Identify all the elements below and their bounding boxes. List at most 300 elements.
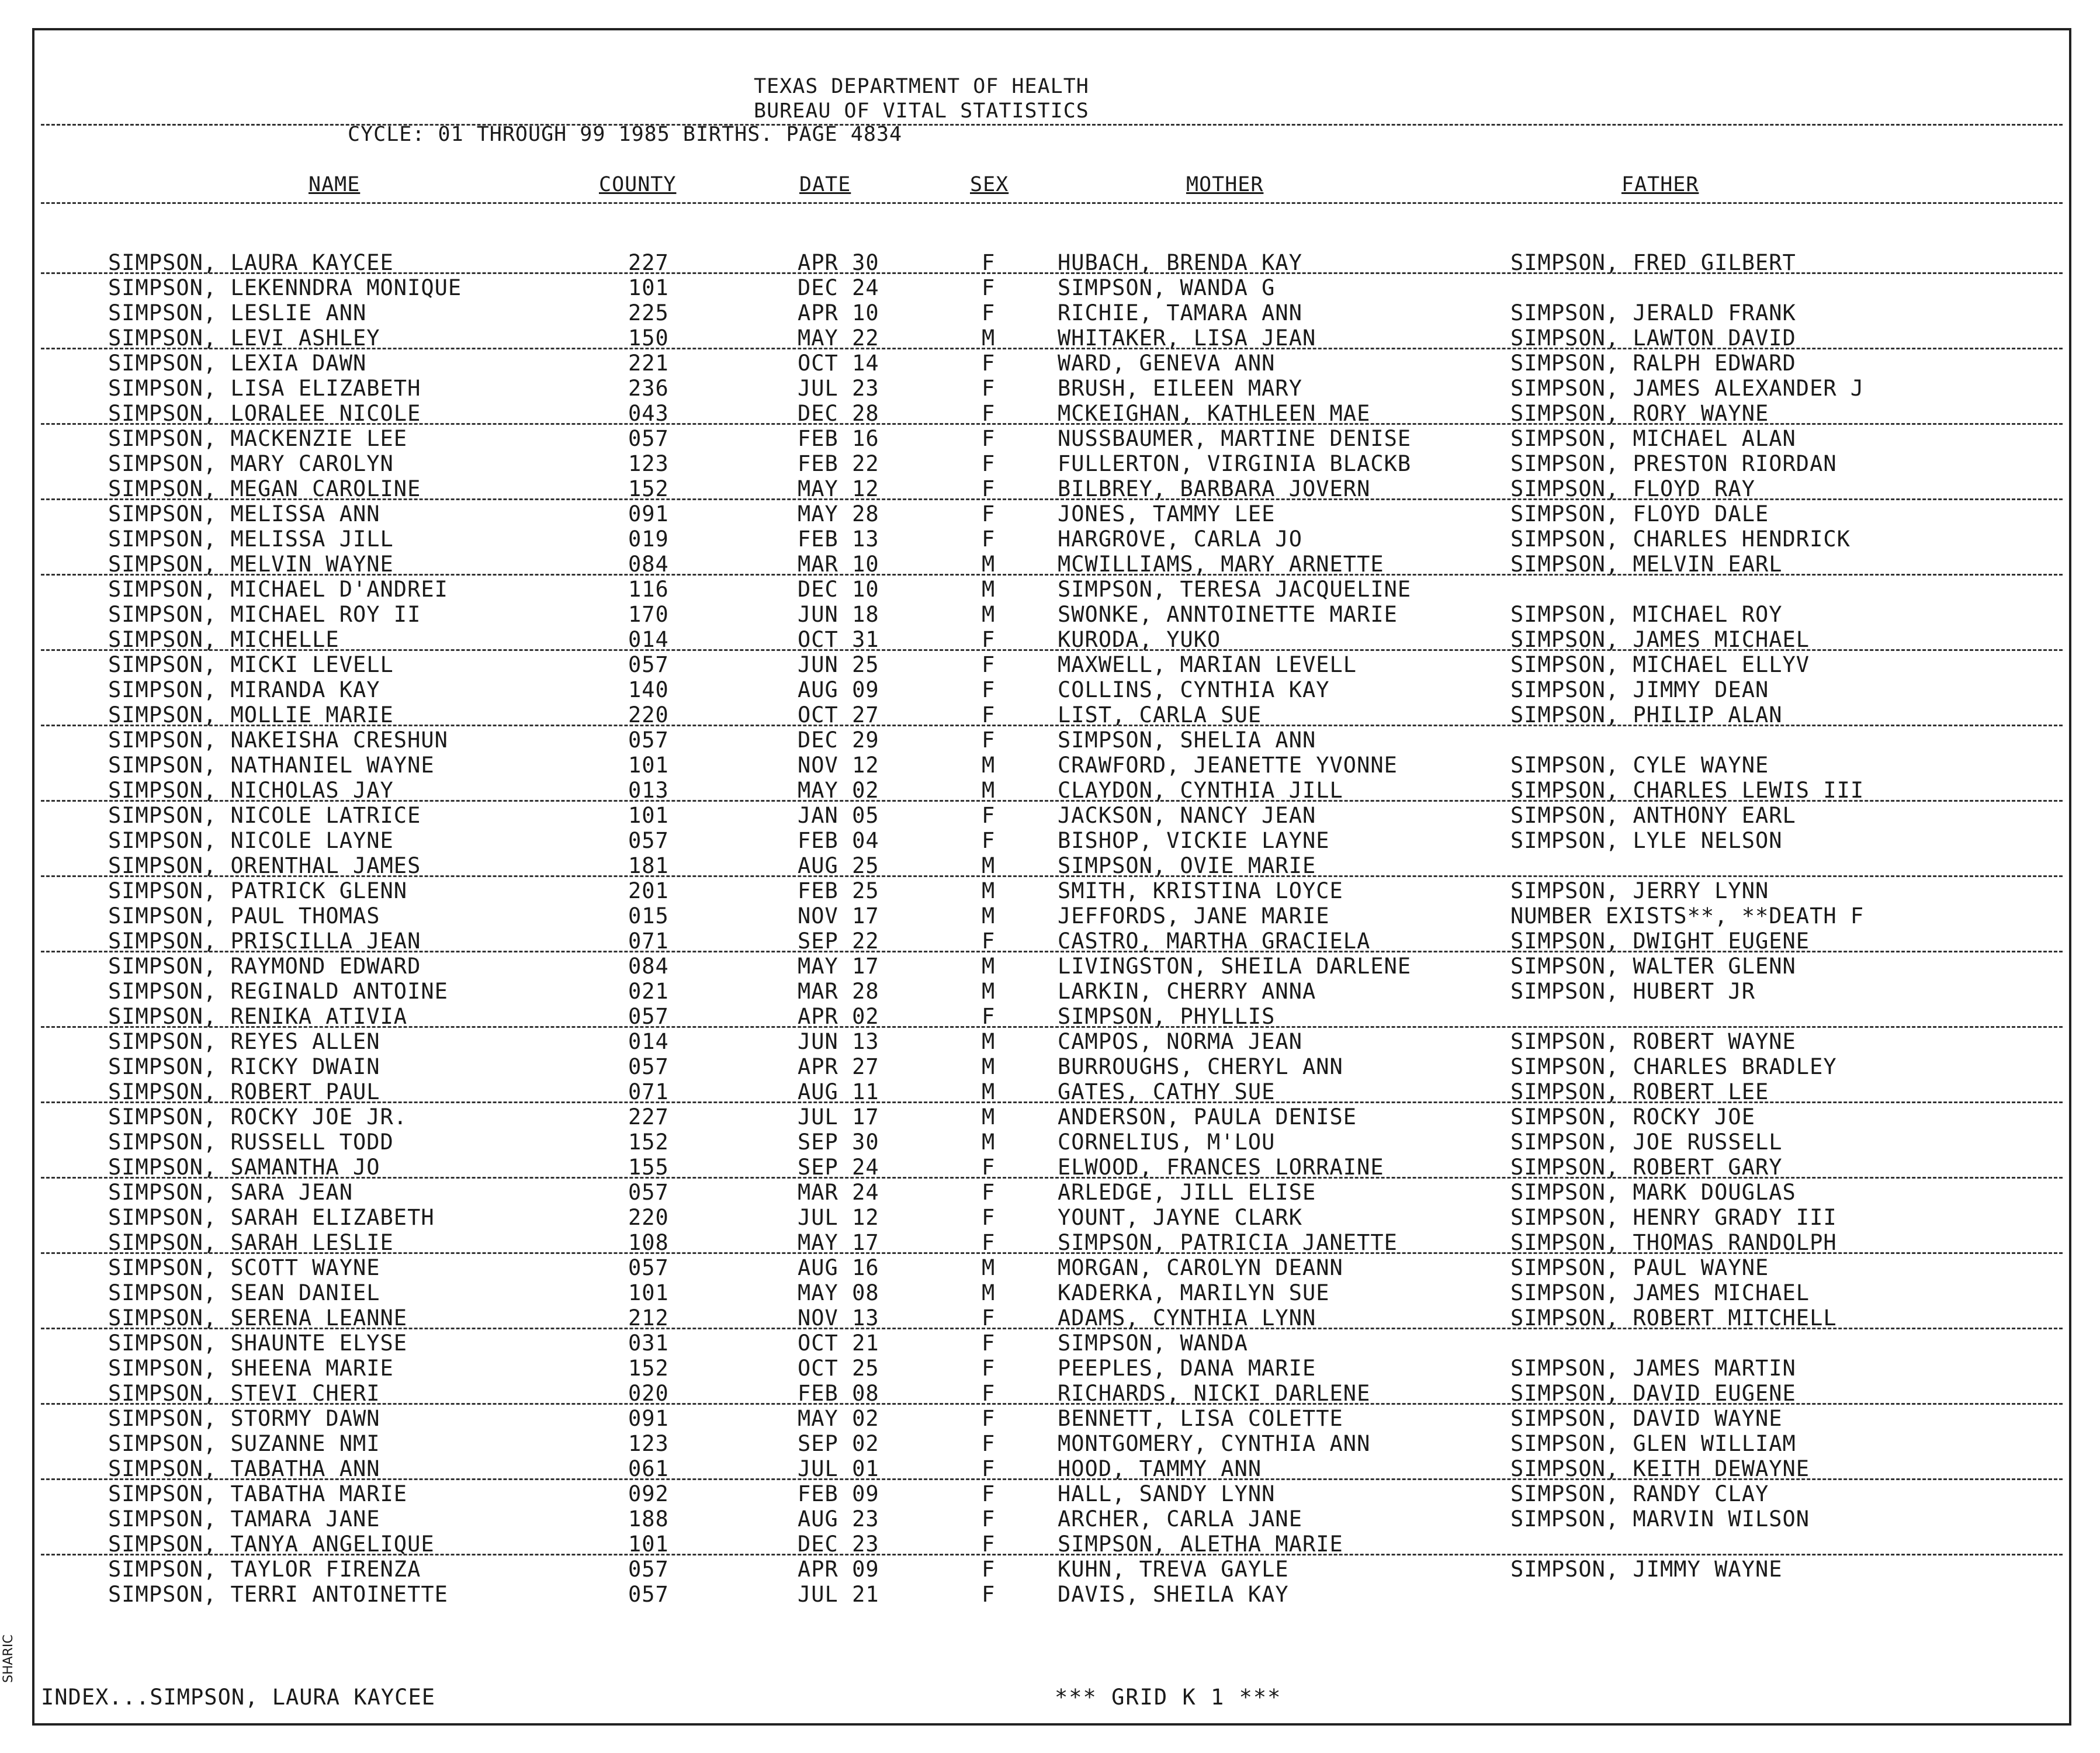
record-row xyxy=(0,1104,2100,1130)
column-header-rule xyxy=(41,202,2063,204)
record-row xyxy=(0,1356,2100,1381)
record-row xyxy=(0,351,2100,376)
record-county: 021 xyxy=(628,979,669,1004)
record-county: 220 xyxy=(628,1205,669,1230)
record-name: SIMPSON, LAURA KAYCEE xyxy=(108,250,394,275)
record-father: SIMPSON, FRED GILBERT xyxy=(1510,250,1796,275)
record-date: SEP 02 xyxy=(798,1431,879,1456)
record-row xyxy=(0,954,2100,979)
record-father: SIMPSON, JIMMY WAYNE xyxy=(1510,1557,1783,1582)
record-mother: CRAWFORD, JEANETTE YVONNE xyxy=(1058,753,1398,778)
record-county: 043 xyxy=(628,401,669,426)
record-name: SIMPSON, TABATHA MARIE xyxy=(108,1481,408,1506)
record-name: SIMPSON, MARY CAROLYN xyxy=(108,451,394,476)
record-name: SIMPSON, MOLLIE MARIE xyxy=(108,702,394,727)
record-name: SIMPSON, MACKENZIE LEE xyxy=(108,426,408,451)
record-father: SIMPSON, HENRY GRADY III xyxy=(1510,1205,1837,1230)
record-mother: JEFFORDS, JANE MARIE xyxy=(1058,903,1330,929)
record-sex: F xyxy=(982,702,996,727)
record-county: 152 xyxy=(628,476,669,501)
record-date: AUG 11 xyxy=(798,1079,879,1104)
record-row xyxy=(0,1255,2100,1280)
record-mother: ELWOOD, FRANCES LORRAINE xyxy=(1058,1155,1384,1180)
record-sex: F xyxy=(982,476,996,501)
record-row xyxy=(0,1180,2100,1205)
record-row xyxy=(0,1054,2100,1079)
record-father: SIMPSON, MARVIN WILSON xyxy=(1510,1506,1810,1532)
record-mother: ARLEDGE, JILL ELISE xyxy=(1058,1180,1316,1205)
record-county: 152 xyxy=(628,1356,669,1381)
column-header-name: NAME xyxy=(309,173,361,196)
record-date: SEP 30 xyxy=(798,1130,879,1155)
record-row xyxy=(0,1331,2100,1356)
record-county: 057 xyxy=(628,1582,669,1607)
record-row xyxy=(0,753,2100,778)
record-sex: M xyxy=(982,1079,996,1104)
record-father: SIMPSON, ROBERT MITCHELL xyxy=(1510,1305,1837,1331)
record-father: SIMPSON, ROCKY JOE xyxy=(1510,1104,1755,1130)
record-father: SIMPSON, DWIGHT EUGENE xyxy=(1510,929,1810,954)
record-father: SIMPSON, CYLE WAYNE xyxy=(1510,753,1769,778)
record-date: APR 30 xyxy=(798,250,879,275)
record-father: SIMPSON, MARK DOUGLAS xyxy=(1510,1180,1796,1205)
record-name: SIMPSON, TABATHA ANN xyxy=(108,1456,380,1481)
record-father: SIMPSON, ANTHONY EARL xyxy=(1510,803,1796,828)
record-name: SIMPSON, STORMY DAWN xyxy=(108,1406,380,1431)
record-name: SIMPSON, PAUL THOMAS xyxy=(108,903,380,929)
record-date: DEC 23 xyxy=(798,1532,879,1557)
record-mother: MORGAN, CAROLYN DEANN xyxy=(1058,1255,1343,1280)
record-father: SIMPSON, HUBERT JR xyxy=(1510,979,1755,1004)
record-date: JUL 12 xyxy=(798,1205,879,1230)
record-mother: ADAMS, CYNTHIA LYNN xyxy=(1058,1305,1316,1331)
record-county: 092 xyxy=(628,1481,669,1506)
record-sex: F xyxy=(982,401,996,426)
record-row xyxy=(0,803,2100,828)
record-mother: WARD, GENEVA ANN xyxy=(1058,351,1276,376)
column-header-date: DATE xyxy=(799,173,851,196)
record-name: SIMPSON, MELISSA ANN xyxy=(108,501,380,526)
side-label: SHARIC xyxy=(1,1634,16,1683)
record-mother: ANDERSON, PAULA DENISE xyxy=(1058,1104,1357,1130)
record-father: SIMPSON, GLEN WILLIAM xyxy=(1510,1431,1796,1456)
record-row xyxy=(0,1155,2100,1180)
record-name: SIMPSON, SHAUNTE ELYSE xyxy=(108,1331,408,1356)
record-father: SIMPSON, ROBERT GARY xyxy=(1510,1155,1783,1180)
record-county: 201 xyxy=(628,878,669,903)
record-sex: M xyxy=(982,1054,996,1079)
record-date: FEB 08 xyxy=(798,1381,879,1406)
record-mother: DAVIS, SHEILA KAY xyxy=(1058,1582,1289,1607)
record-father: SIMPSON, RALPH EDWARD xyxy=(1510,351,1796,376)
record-sex: F xyxy=(982,1481,996,1506)
record-sex: F xyxy=(982,1331,996,1356)
record-date: FEB 04 xyxy=(798,828,879,853)
record-sex: F xyxy=(982,828,996,853)
record-row xyxy=(0,1205,2100,1230)
record-row xyxy=(0,602,2100,627)
record-row xyxy=(0,1029,2100,1054)
record-date: JUL 21 xyxy=(798,1582,879,1607)
record-sex: F xyxy=(982,501,996,526)
record-row xyxy=(0,828,2100,853)
record-sex: F xyxy=(982,351,996,376)
record-date: MAY 17 xyxy=(798,1230,879,1255)
record-father: SIMPSON, CHARLES HENDRICK xyxy=(1510,526,1851,552)
record-mother: NUSSBAUMER, MARTINE DENISE xyxy=(1058,426,1412,451)
record-date: MAR 28 xyxy=(798,979,879,1004)
record-county: 084 xyxy=(628,954,669,979)
record-sex: F xyxy=(982,250,996,275)
record-father: SIMPSON, ROBERT WAYNE xyxy=(1510,1029,1796,1054)
record-mother: BRUSH, EILEEN MARY xyxy=(1058,376,1302,401)
record-county: 057 xyxy=(628,727,669,753)
record-date: FEB 22 xyxy=(798,451,879,476)
record-county: 116 xyxy=(628,577,669,602)
record-row xyxy=(0,1406,2100,1431)
record-mother: KUHN, TREVA GAYLE xyxy=(1058,1557,1289,1582)
record-county: 140 xyxy=(628,677,669,702)
record-sex: F xyxy=(982,1406,996,1431)
record-county: 057 xyxy=(628,1180,669,1205)
record-name: SIMPSON, LORALEE NICOLE xyxy=(108,401,421,426)
record-mother: MONTGOMERY, CYNTHIA ANN xyxy=(1058,1431,1371,1456)
record-date: JUL 01 xyxy=(798,1456,879,1481)
record-county: 101 xyxy=(628,1532,669,1557)
record-father: SIMPSON, MICHAEL ALAN xyxy=(1510,426,1796,451)
record-row xyxy=(0,401,2100,426)
record-mother: BISHOP, VICKIE LAYNE xyxy=(1058,828,1330,853)
record-row xyxy=(0,1506,2100,1532)
record-date: OCT 25 xyxy=(798,1356,879,1381)
record-row xyxy=(0,778,2100,803)
record-row xyxy=(0,577,2100,602)
grid-footer: *** GRID K 1 *** xyxy=(1055,1685,1282,1710)
record-father: NUMBER EXISTS**, **DEATH F xyxy=(1510,903,1865,929)
record-county: 071 xyxy=(628,929,669,954)
record-county: 101 xyxy=(628,753,669,778)
record-sex: F xyxy=(982,1305,996,1331)
record-county: 170 xyxy=(628,602,669,627)
record-father: SIMPSON, JIMMY DEAN xyxy=(1510,677,1769,702)
record-father: SIMPSON, JERRY LYNN xyxy=(1510,878,1769,903)
record-date: APR 10 xyxy=(798,300,879,325)
record-row xyxy=(0,526,2100,552)
record-sex: F xyxy=(982,1180,996,1205)
record-sex: F xyxy=(982,1582,996,1607)
record-county: 123 xyxy=(628,1431,669,1456)
record-mother: SIMPSON, OVIE MARIE xyxy=(1058,853,1316,878)
record-row xyxy=(0,1481,2100,1506)
record-name: SIMPSON, SERENA LEANNE xyxy=(108,1305,408,1331)
record-row xyxy=(0,476,2100,501)
record-row xyxy=(0,627,2100,652)
record-name: SIMPSON, NICOLE LAYNE xyxy=(108,828,394,853)
record-sex: F xyxy=(982,1205,996,1230)
record-sex: F xyxy=(982,1532,996,1557)
record-county: 227 xyxy=(628,1104,669,1130)
record-county: 057 xyxy=(628,1054,669,1079)
column-header-father: FATHER xyxy=(1621,173,1699,196)
record-mother: HOOD, TAMMY ANN xyxy=(1058,1456,1262,1481)
record-father: SIMPSON, JAMES MARTIN xyxy=(1510,1356,1796,1381)
record-name: SIMPSON, NICHOLAS JAY xyxy=(108,778,394,803)
record-sex: F xyxy=(982,1155,996,1180)
record-father: SIMPSON, JERALD FRANK xyxy=(1510,300,1796,325)
record-sex: F xyxy=(982,451,996,476)
record-county: 212 xyxy=(628,1305,669,1331)
record-father: SIMPSON, PAUL WAYNE xyxy=(1510,1255,1769,1280)
record-date: FEB 16 xyxy=(798,426,879,451)
record-mother: CAMPOS, NORMA JEAN xyxy=(1058,1029,1302,1054)
record-mother: WHITAKER, LISA JEAN xyxy=(1058,325,1316,351)
record-row xyxy=(0,325,2100,351)
record-name: SIMPSON, ROCKY JOE JR. xyxy=(108,1104,408,1130)
record-father: SIMPSON, RANDY CLAY xyxy=(1510,1481,1769,1506)
record-date: JUL 17 xyxy=(798,1104,879,1130)
record-date: OCT 21 xyxy=(798,1331,879,1356)
record-date: FEB 25 xyxy=(798,878,879,903)
record-row xyxy=(0,1532,2100,1557)
record-name: SIMPSON, RICKY DWAIN xyxy=(108,1054,380,1079)
record-county: 014 xyxy=(628,627,669,652)
record-name: SIMPSON, TAYLOR FIRENZA xyxy=(108,1557,421,1582)
record-county: 015 xyxy=(628,903,669,929)
record-mother: BURROUGHS, CHERYL ANN xyxy=(1058,1054,1343,1079)
record-name: SIMPSON, TAMARA JANE xyxy=(108,1506,380,1532)
record-mother: SIMPSON, PHYLLIS xyxy=(1058,1004,1276,1029)
record-sex: M xyxy=(982,979,996,1004)
record-date: JUN 18 xyxy=(798,602,879,627)
record-county: 057 xyxy=(628,1255,669,1280)
record-mother: RICHIE, TAMARA ANN xyxy=(1058,300,1302,325)
record-county: 071 xyxy=(628,1079,669,1104)
record-name: SIMPSON, MELISSA JILL xyxy=(108,526,394,552)
record-row xyxy=(0,1557,2100,1582)
record-date: MAY 12 xyxy=(798,476,879,501)
record-name: SIMPSON, ORENTHAL JAMES xyxy=(108,853,421,878)
header-cycle: CYCLE: 01 THROUGH 99 1985 BIRTHS. PAGE 4834 xyxy=(348,123,903,146)
record-name: SIMPSON, MIRANDA KAY xyxy=(108,677,380,702)
record-mother: CORNELIUS, M'LOU xyxy=(1058,1130,1276,1155)
record-father: SIMPSON, KEITH DEWAYNE xyxy=(1510,1456,1810,1481)
record-name: SIMPSON, MICHAEL ROY II xyxy=(108,602,421,627)
record-father: SIMPSON, CHARLES LEWIS III xyxy=(1510,778,1865,803)
record-sex: F xyxy=(982,1557,996,1582)
record-row xyxy=(0,702,2100,727)
record-name: SIMPSON, PATRICK GLENN xyxy=(108,878,408,903)
record-father: SIMPSON, FLOYD RAY xyxy=(1510,476,1755,501)
record-sex: M xyxy=(982,325,996,351)
record-mother: JONES, TAMMY LEE xyxy=(1058,501,1276,526)
record-row xyxy=(0,250,2100,275)
record-date: MAR 10 xyxy=(798,552,879,577)
record-name: SIMPSON, NATHANIEL WAYNE xyxy=(108,753,435,778)
record-county: 057 xyxy=(628,426,669,451)
record-name: SIMPSON, TERRI ANTOINETTE xyxy=(108,1582,448,1607)
record-date: MAY 02 xyxy=(798,1406,879,1431)
record-row xyxy=(0,1305,2100,1331)
record-county: 101 xyxy=(628,275,669,300)
record-row xyxy=(0,878,2100,903)
record-name: SIMPSON, PRISCILLA JEAN xyxy=(108,929,421,954)
record-father: SIMPSON, CHARLES BRADLEY xyxy=(1510,1054,1837,1079)
record-county: 020 xyxy=(628,1381,669,1406)
record-sex: F xyxy=(982,275,996,300)
record-date: NOV 17 xyxy=(798,903,879,929)
record-row xyxy=(0,451,2100,476)
record-row xyxy=(0,275,2100,300)
record-row xyxy=(0,677,2100,702)
record-row xyxy=(0,1130,2100,1155)
record-date: JUN 13 xyxy=(798,1029,879,1054)
record-row xyxy=(0,1280,2100,1305)
record-sex: F xyxy=(982,627,996,652)
record-sex: F xyxy=(982,1356,996,1381)
record-sex: M xyxy=(982,1029,996,1054)
record-date: DEC 29 xyxy=(798,727,879,753)
record-father: SIMPSON, MICHAEL ROY xyxy=(1510,602,1783,627)
record-name: SIMPSON, LISA ELIZABETH xyxy=(108,376,421,401)
record-name: SIMPSON, SCOTT WAYNE xyxy=(108,1255,380,1280)
record-name: SIMPSON, MICKI LEVELL xyxy=(108,652,394,677)
record-row xyxy=(0,300,2100,325)
record-father: SIMPSON, LYLE NELSON xyxy=(1510,828,1783,853)
record-name: SIMPSON, MEGAN CAROLINE xyxy=(108,476,421,501)
record-mother: ARCHER, CARLA JANE xyxy=(1058,1506,1302,1532)
record-date: AUG 23 xyxy=(798,1506,879,1532)
record-date: APR 27 xyxy=(798,1054,879,1079)
record-father: SIMPSON, DAVID EUGENE xyxy=(1510,1381,1796,1406)
record-county: 150 xyxy=(628,325,669,351)
record-name: SIMPSON, LESLIE ANN xyxy=(108,300,367,325)
record-father: SIMPSON, JOE RUSSELL xyxy=(1510,1130,1783,1155)
record-row xyxy=(0,1079,2100,1104)
record-date: FEB 13 xyxy=(798,526,879,552)
column-header-mother: MOTHER xyxy=(1186,173,1264,196)
record-date: MAR 24 xyxy=(798,1180,879,1205)
record-county: 101 xyxy=(628,803,669,828)
record-county: 152 xyxy=(628,1130,669,1155)
record-sex: M xyxy=(982,577,996,602)
record-date: OCT 14 xyxy=(798,351,879,376)
record-sex: M xyxy=(982,1130,996,1155)
record-mother: PEEPLES, DANA MARIE xyxy=(1058,1356,1316,1381)
record-sex: F xyxy=(982,426,996,451)
record-father: SIMPSON, JAMES MICHAEL xyxy=(1510,627,1810,652)
record-sex: M xyxy=(982,954,996,979)
record-name: SIMPSON, ROBERT PAUL xyxy=(108,1079,380,1104)
record-father: SIMPSON, JAMES MICHAEL xyxy=(1510,1280,1810,1305)
record-date: MAY 22 xyxy=(798,325,879,351)
record-sex: M xyxy=(982,753,996,778)
record-county: 225 xyxy=(628,300,669,325)
record-father: SIMPSON, RORY WAYNE xyxy=(1510,401,1769,426)
record-mother: CLAYDON, CYNTHIA JILL xyxy=(1058,778,1343,803)
header-rule xyxy=(41,124,2063,126)
record-mother: HUBACH, BRENDA KAY xyxy=(1058,250,1302,275)
record-name: SIMPSON, LEXIA DAWN xyxy=(108,351,367,376)
record-sex: M xyxy=(982,1280,996,1305)
record-sex: M xyxy=(982,1255,996,1280)
record-name: SIMPSON, LEKENNDRA MONIQUE xyxy=(108,275,462,300)
record-name: SIMPSON, STEVI CHERI xyxy=(108,1381,380,1406)
record-mother: SIMPSON, WANDA xyxy=(1058,1331,1248,1356)
record-mother: GATES, CATHY SUE xyxy=(1058,1079,1276,1104)
record-father: SIMPSON, FLOYD DALE xyxy=(1510,501,1769,526)
record-county: 057 xyxy=(628,1557,669,1582)
record-county: 057 xyxy=(628,828,669,853)
record-date: SEP 24 xyxy=(798,1155,879,1180)
record-county: 123 xyxy=(628,451,669,476)
record-sex: F xyxy=(982,1381,996,1406)
record-row xyxy=(0,1582,2100,1607)
record-sex: F xyxy=(982,376,996,401)
header-department: TEXAS DEPARTMENT OF HEALTH xyxy=(754,75,1089,98)
record-name: SIMPSON, SUZANNE NMI xyxy=(108,1431,380,1456)
record-mother: SIMPSON, WANDA G xyxy=(1058,275,1276,300)
record-date: AUG 09 xyxy=(798,677,879,702)
record-mother: YOUNT, JAYNE CLARK xyxy=(1058,1205,1302,1230)
record-county: 091 xyxy=(628,501,669,526)
record-mother: HARGROVE, CARLA JO xyxy=(1058,526,1302,552)
record-father: SIMPSON, MELVIN EARL xyxy=(1510,552,1783,577)
record-name: SIMPSON, RUSSELL TODD xyxy=(108,1130,394,1155)
record-name: SIMPSON, SARAH LESLIE xyxy=(108,1230,394,1255)
record-date: DEC 24 xyxy=(798,275,879,300)
record-mother: LARKIN, CHERRY ANNA xyxy=(1058,979,1316,1004)
record-date: DEC 10 xyxy=(798,577,879,602)
record-sex: F xyxy=(982,1230,996,1255)
record-sex: M xyxy=(982,1104,996,1130)
record-date: MAY 02 xyxy=(798,778,879,803)
record-county: 108 xyxy=(628,1230,669,1255)
record-mother: BENNETT, LISA COLETTE xyxy=(1058,1406,1343,1431)
record-father: SIMPSON, WALTER GLENN xyxy=(1510,954,1796,979)
record-date: JUL 23 xyxy=(798,376,879,401)
record-county: 061 xyxy=(628,1456,669,1481)
record-county: 013 xyxy=(628,778,669,803)
record-name: SIMPSON, RENIKA ATIVIA xyxy=(108,1004,408,1029)
index-footer: INDEX...SIMPSON, LAURA KAYCEE xyxy=(41,1685,436,1710)
record-mother: MAXWELL, MARIAN LEVELL xyxy=(1058,652,1357,677)
record-mother: KURODA, YUKO xyxy=(1058,627,1221,652)
record-sex: M xyxy=(982,778,996,803)
record-name: SIMPSON, MICHELLE xyxy=(108,627,339,652)
record-row xyxy=(0,1230,2100,1255)
record-row xyxy=(0,727,2100,753)
record-name: SIMPSON, MELVIN WAYNE xyxy=(108,552,394,577)
record-father: SIMPSON, JAMES ALEXANDER J xyxy=(1510,376,1865,401)
record-mother: RICHARDS, NICKI DARLENE xyxy=(1058,1381,1371,1406)
record-mother: COLLINS, CYNTHIA KAY xyxy=(1058,677,1330,702)
record-name: SIMPSON, SAMANTHA JO xyxy=(108,1155,380,1180)
record-mother: SIMPSON, TERESA JACQUELINE xyxy=(1058,577,1412,602)
record-name: SIMPSON, SHEENA MARIE xyxy=(108,1356,394,1381)
record-name: SIMPSON, NAKEISHA CRESHUN xyxy=(108,727,448,753)
record-father: SIMPSON, PRESTON RIORDAN xyxy=(1510,451,1837,476)
record-date: DEC 28 xyxy=(798,401,879,426)
record-date: JUN 25 xyxy=(798,652,879,677)
record-county: 057 xyxy=(628,652,669,677)
record-mother: LIVINGSTON, SHEILA DARLENE xyxy=(1058,954,1412,979)
record-date: MAY 17 xyxy=(798,954,879,979)
record-county: 014 xyxy=(628,1029,669,1054)
record-date: APR 09 xyxy=(798,1557,879,1582)
record-county: 220 xyxy=(628,702,669,727)
record-date: OCT 27 xyxy=(798,702,879,727)
record-county: 101 xyxy=(628,1280,669,1305)
